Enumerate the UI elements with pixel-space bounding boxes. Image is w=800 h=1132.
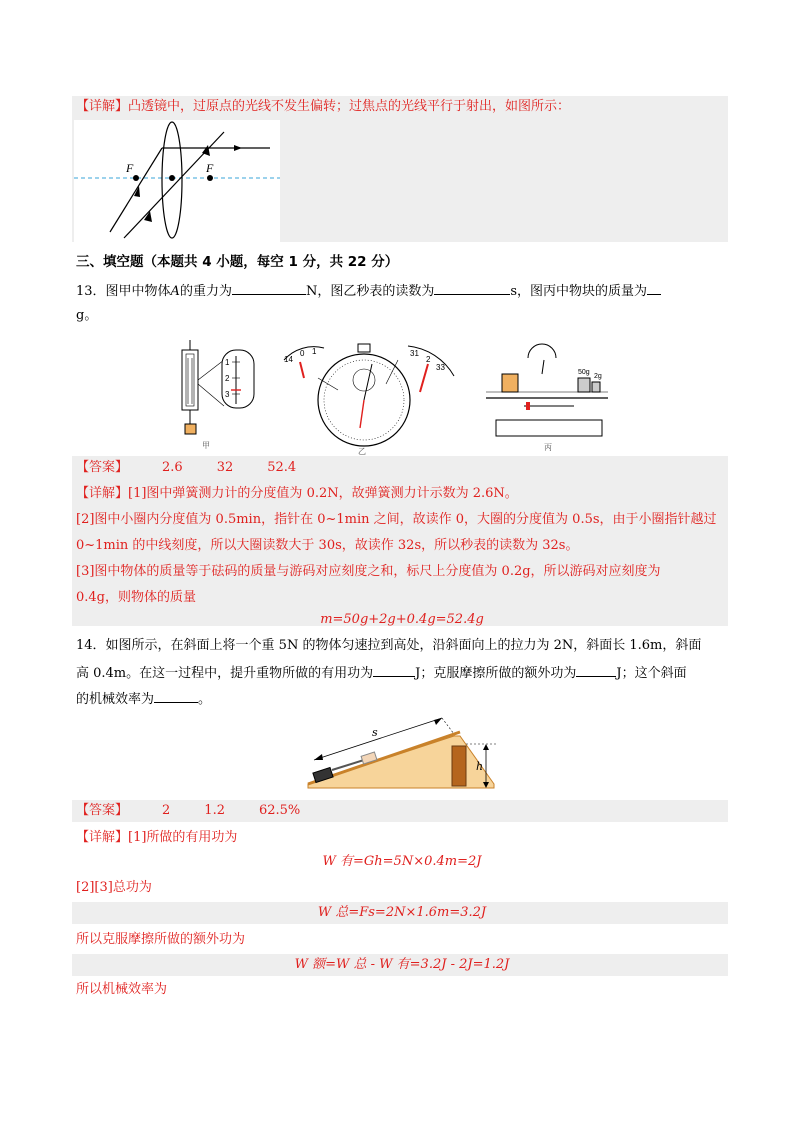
q14-stem-line2: 高 0.4m。在这一过程中，提升重物所做的有用功为 J；克服摩擦所做的额外功为 J；这个斜面 [76,662,687,684]
incline-figure [300,712,500,796]
answer-3: 62.5% [258,803,301,818]
q13-detail-3a: [3]图中物体的质量等于砝码的质量与游码对应刻度之和，标尺上分度值为 0.2g，所以游码对应刻度为 [76,564,661,579]
svg-text:1: 1 [312,347,317,356]
answer-3: 52.4 [267,460,297,475]
svg-text:0: 0 [300,349,305,358]
prev-detail-line [76,97,570,117]
answer-blank [647,280,661,295]
answer-tag: 【答案】 [76,803,129,818]
detail-tag: 【详解】 [76,830,129,845]
focus-label-left: F [126,161,134,175]
answer-2: 1.2 [204,803,225,818]
svg-text:31: 31 [410,349,419,358]
q13-stem-line1: 13．图甲中物体A的重力为 N，图乙秒表的读数为 s，图丙中物块的质量为 [76,280,661,302]
q14-formula-1: W 有=Gh=5N×0.4m=2J [322,854,482,869]
q14-formula-2: W 总=Fs=2N×1.6m=3.2J [317,905,487,920]
detail-tag: 【详解】 [76,486,129,501]
q13-detail-2a: [2]图中小圈内分度值为 0.5min，指针在 0~1min 之间，故读作 0，大圈的分度值为 0.5s，由于小圈指针越过 [76,512,717,527]
answer-blank [154,688,198,703]
svg-text:3: 3 [225,390,230,399]
svg-text:2: 2 [225,374,230,383]
q13-stem-line2: g。 [76,308,98,323]
q13-detail-1: 【详解】[1]图中弹簧测力计的分度值为 0.2N，故弹簧测力计示数为 2.6N。 [76,486,518,501]
svg-text:33: 33 [436,363,445,372]
q14-stem-line1: 14．如图所示，在斜面上将一个重 5N 的物体匀速拉到高处，沿斜面向上的拉力为 2N，斜面长 1.6m，斜面 [76,638,702,653]
q13-detail-2b: 0~1min 的中线刻度，所以大圈读数大于 30s，故读作 32s，所以秒表的读数为 32s。 [76,538,579,553]
fig-label-bing: 丙 [544,443,552,452]
detail-text: 凸透镜中，过原点的光线不发生偏转；过焦点的光线平行于射出，如图所示： [128,99,571,114]
fig-label-yi: 乙 [358,447,366,456]
svg-text:50g: 50g [578,369,590,376]
spring-scale-figure [176,338,268,454]
q14-detail-1: 【详解】[1]所做的有用功为 [76,830,238,845]
svg-text:14: 14 [284,355,293,364]
q14-detail-4: 所以机械效率为 [76,982,168,997]
q14-stem-line3: 的机械效率为 。 [76,688,211,710]
answer-blank [434,280,510,295]
answer-2: 32 [216,460,234,475]
lens-diagram [74,120,280,242]
stopwatch-figure [278,332,458,456]
q13-answer-line [76,458,296,478]
incline-label-h: h [476,760,484,773]
focus-label-right: F [206,161,214,175]
answer-blank [232,280,306,295]
answer-blank [373,662,415,677]
fig-label-jia: 甲 [202,441,210,450]
answer-tag: 【答案】 [76,460,129,475]
q13-formula: m=50g+2g+0.4g=52.4g [320,612,484,627]
detail-tag: 【详解】 [76,99,129,114]
svg-text:2g: 2g [594,373,602,380]
q14-detail-2: [2][3]总功为 [76,880,152,895]
incline-label-s: s [372,726,378,739]
answer-1: 2.6 [162,460,183,475]
q14-answer-line [76,801,300,821]
answer-1: 2 [162,803,171,818]
section-heading: 三、填空题（本题共 4 小题，每空 1 分，共 22 分） [76,254,399,270]
balance-figure [484,340,614,454]
svg-text:1: 1 [225,358,230,367]
q13-detail-3b: 0.4g，则物体的质量 [76,590,196,605]
q14-formula-3: W 额=W 总 - W 有=3.2J - 2J=1.2J [294,957,510,972]
answer-blank [576,662,616,677]
q14-detail-3: 所以克服摩擦所做的额外功为 [76,932,246,947]
svg-text:2: 2 [426,355,431,364]
